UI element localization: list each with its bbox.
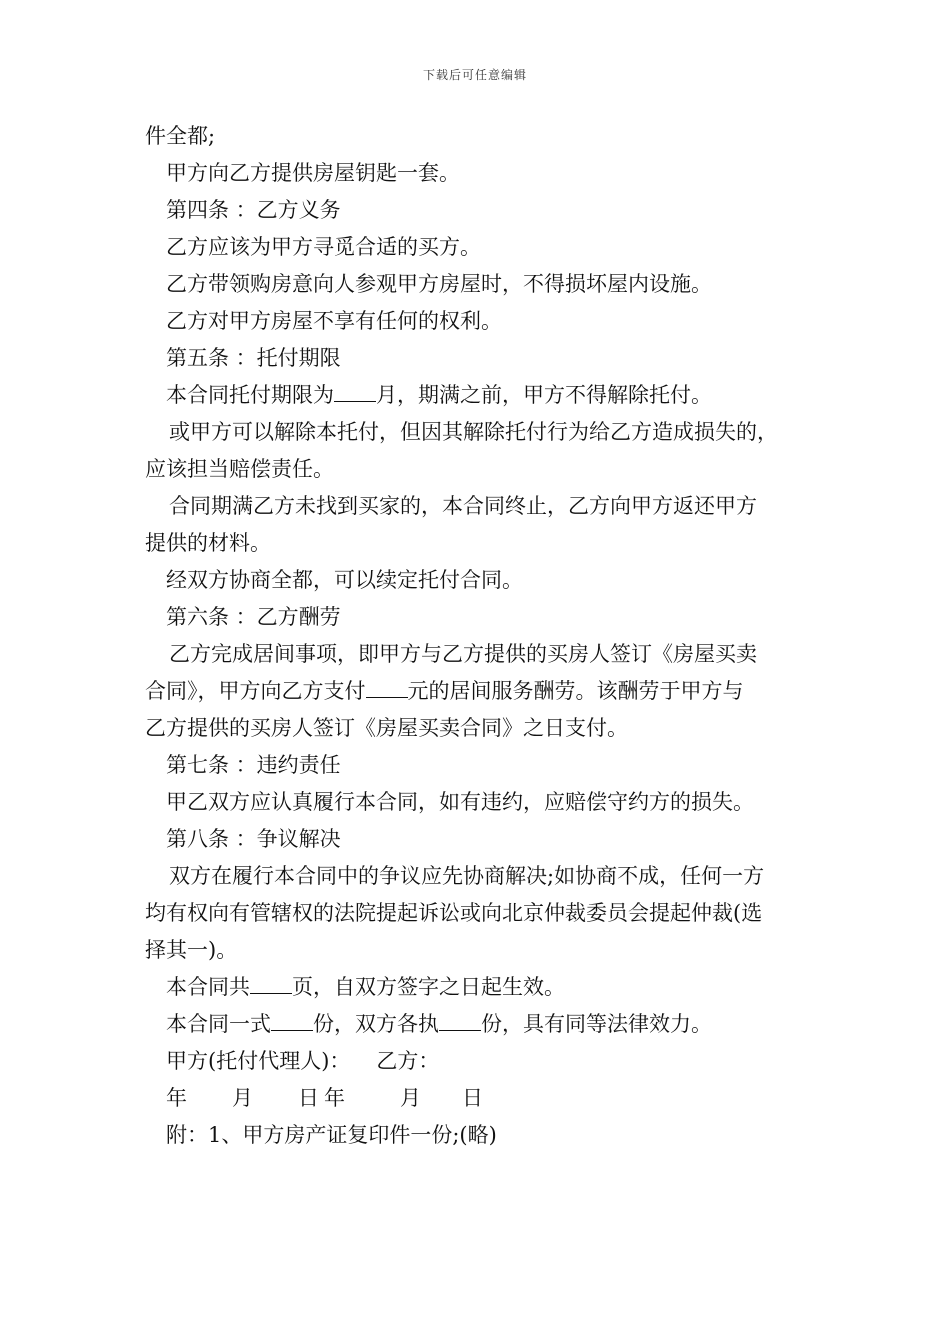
header-note: 下载后可任意编辑 xyxy=(422,68,527,82)
text-line: 乙方应该为甲方寻觅合适的买方。 xyxy=(166,235,481,259)
text-line: 择其一)。 xyxy=(145,938,238,962)
date-day-b: 日 xyxy=(462,1086,483,1110)
text-line: 甲方向乙方提供房屋钥匙一套。 xyxy=(166,161,460,185)
text-segment: 本合同共 xyxy=(166,975,250,999)
text-line: 甲乙双方应认真履行本合同，如有违约，应赔偿守约方的损失。 xyxy=(166,790,754,814)
text-line xyxy=(145,1006,815,1043)
text-line: 乙方对甲方房屋不享有任何的权利。 xyxy=(166,309,502,333)
text-segment: 页，自双方签字之日起生效。 xyxy=(292,975,565,999)
text-line: 乙方带领购房意向人参观甲方房屋时，不得损坏屋内设施。 xyxy=(166,272,712,296)
text-line: 应该担当赔偿责任。 xyxy=(145,457,334,481)
text-line xyxy=(145,673,815,710)
article-heading: 第七条 ：违约责任 xyxy=(166,753,341,777)
article-heading: 第四条 ：乙方义务 xyxy=(166,198,341,222)
date-month-b: 月 xyxy=(400,1086,421,1110)
party-a-label: 甲方(托付代理人)： xyxy=(166,1049,351,1073)
text-segment: 月，期满之前，甲方不得解除托付。 xyxy=(376,383,712,407)
fill-in-blank xyxy=(439,1012,481,1031)
text-line xyxy=(145,969,815,1006)
date-year-b: 年 xyxy=(324,1086,345,1110)
fill-in-blank xyxy=(250,975,292,994)
document-body xyxy=(145,118,815,1154)
text-line: 均有权向有管辖权的法院提起诉讼或向北京仲裁委员会提起仲裁(选 xyxy=(145,901,763,925)
date-line xyxy=(145,1080,815,1117)
text-line: 合同期满乙方未找到买家的，本合同终止，乙方向甲方返还甲方 xyxy=(169,494,757,518)
text-line xyxy=(145,377,815,414)
date-day-a: 日 xyxy=(298,1086,319,1110)
article-heading: 第六条 ：乙方酬劳 xyxy=(166,605,341,629)
fill-in-blank xyxy=(334,383,376,402)
text-line: 乙方提供的买房人签订《房屋买卖合同》之日支付。 xyxy=(145,716,628,740)
text-line: 提供的材料。 xyxy=(145,531,271,555)
text-segment: 份，双方各执 xyxy=(313,1012,439,1036)
text-segment: 本合同一式 xyxy=(166,1012,271,1036)
text-line: 或甲方可以解除本托付，但因其解除托付行为给乙方造成损失的， xyxy=(169,420,778,444)
text-segment: 合同》，甲方向乙方支付 xyxy=(145,679,366,703)
fill-in-blank xyxy=(271,1012,313,1031)
article-heading: 第五条 ：托付期限 xyxy=(166,346,341,370)
article-heading: 第八条 ：争议解决 xyxy=(166,827,341,851)
text-segment: 元的居间服务酬劳。该酬劳于甲方与 xyxy=(407,679,744,703)
text-line: 乙方完成居间事项，即甲方与乙方提供的买房人签订《房屋买卖 xyxy=(169,642,757,666)
signature-line xyxy=(145,1043,815,1080)
text-line: 经双方协商全都，可以续定托付合同。 xyxy=(166,568,523,592)
date-year-a: 年 xyxy=(166,1086,187,1110)
fill-in-blank xyxy=(366,679,408,698)
text-segment: 本合同托付期限为 xyxy=(166,383,334,407)
attachment-note: 附：1、甲方房产证复印件一份;(略) xyxy=(166,1123,497,1147)
date-month-a: 月 xyxy=(232,1086,253,1110)
party-b-label: 乙方： xyxy=(376,1049,440,1073)
text-line: 双方在履行本合同中的争议应先协商解决;如协商不成，任何一方 xyxy=(169,864,765,888)
text-segment: 份，具有同等法律效力。 xyxy=(481,1012,712,1036)
text-line: 件全都; xyxy=(145,124,216,148)
